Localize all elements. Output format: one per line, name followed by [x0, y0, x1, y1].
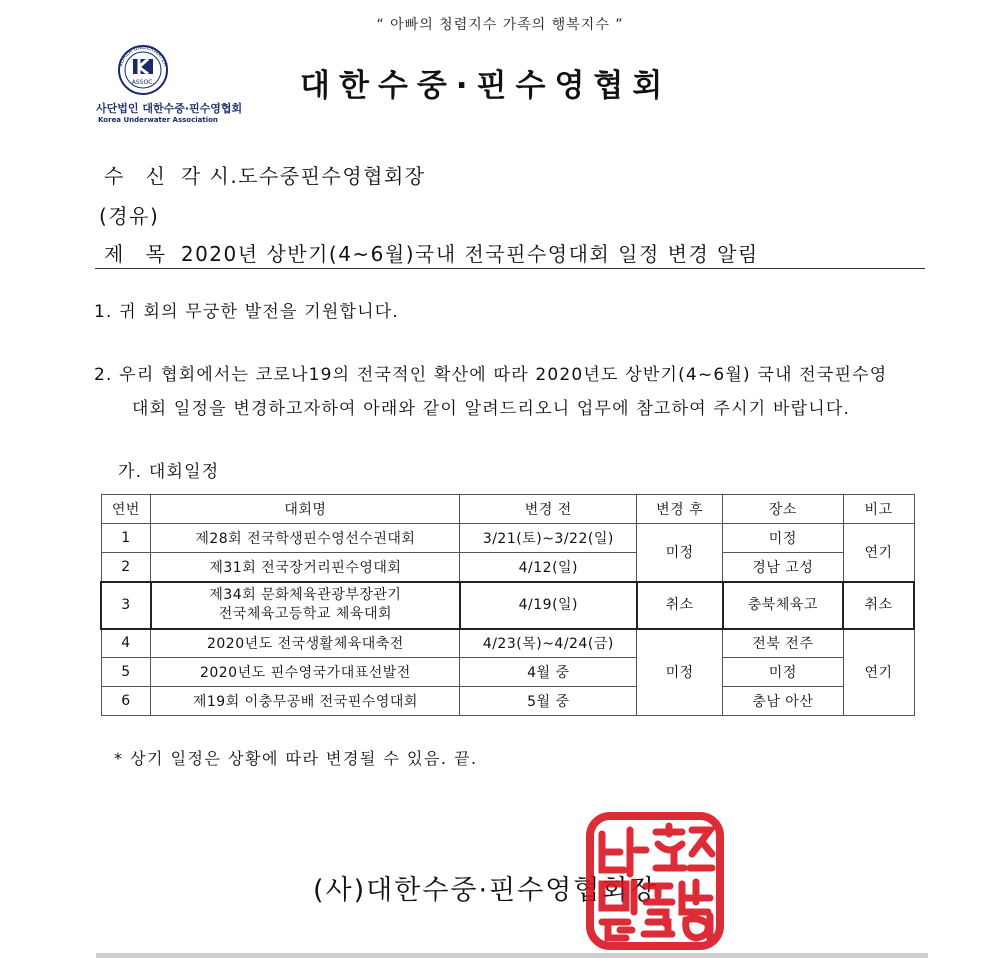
header-cell: 변경 후 — [637, 495, 723, 524]
event-name: 2020년도 전국생활체육대축전 — [151, 629, 460, 658]
date-after: 미정 — [637, 524, 723, 582]
remark: 연기 — [843, 524, 914, 582]
footnote: * 상기 일정은 상황에 따라 변경될 수 있음. 끝. — [114, 749, 478, 768]
header-cell: 대회명 — [151, 495, 460, 524]
slogan: “ 아빠의 청렴지수 가족의 행복지수 ” — [376, 17, 624, 33]
schedule-table — [100, 494, 915, 716]
subject-divider — [95, 268, 925, 269]
section-label: 가. 대회일정 — [118, 462, 220, 482]
date-before: 4/12(일) — [460, 553, 637, 582]
official-seal — [586, 812, 724, 950]
event-name: 제19회 이충무공배 전국핀수영대회 — [151, 687, 460, 716]
venue: 충북체육고 — [723, 582, 844, 629]
venue: 미정 — [723, 524, 844, 553]
remark: 취소 — [843, 582, 914, 629]
event-name-line-1: 제34회 문화체육관광부장관기 — [209, 587, 402, 603]
organization-title: 대한수중·핀수영협회 — [300, 68, 672, 104]
remark: 연기 — [843, 629, 914, 716]
subject-line — [104, 238, 759, 267]
association-logo — [96, 44, 243, 126]
emblem-icon — [112, 44, 174, 100]
date-before: 4월 중 — [460, 658, 637, 687]
seal-stamp-icon — [586, 812, 724, 950]
table-row — [101, 687, 914, 716]
footer-bar — [96, 953, 928, 958]
date-after: 미정 — [637, 629, 723, 716]
venue: 미정 — [723, 658, 844, 687]
logo-assoc-text: ASSOC. — [131, 79, 155, 86]
recipient-line — [104, 160, 426, 189]
event-name: 제31회 전국장거리핀수영대회 — [151, 553, 460, 582]
event-name: 2020년도 핀수영국가대표선발전 — [151, 658, 460, 687]
paragraph-2-line-2: 대회 일정을 변경하고자하여 아래와 같이 알려드리오니 업무에 참고하여 주시기 바랍니다. — [132, 399, 851, 419]
row-number: 1 — [101, 524, 151, 553]
date-before: 3/21(토)~3/22(일) — [460, 524, 637, 553]
recipient-label: 수 신 — [104, 164, 173, 188]
venue: 충남 아산 — [723, 687, 844, 716]
table-row — [101, 524, 914, 553]
paragraph-2-line-1: 2. 우리 협회에서는 코로나19의 전국적인 확산에 따라 2020년도 상반기(4~6월) 국내 전국핀수영 — [94, 365, 888, 385]
subject-label: 제 목 — [104, 242, 173, 266]
venue: 경남 고성 — [723, 553, 844, 582]
row-number: 6 — [101, 687, 151, 716]
date-after: 취소 — [637, 582, 723, 629]
table-row — [101, 629, 914, 658]
table-row — [101, 553, 914, 582]
event-name — [151, 582, 460, 629]
row-number: 3 — [101, 582, 151, 629]
recipient: 각 시.도수중핀수영협회장 — [180, 164, 426, 188]
table-row-highlighted — [101, 582, 914, 629]
date-before: 4/23(목)~4/24(금) — [460, 629, 637, 658]
logo-ring-text: KOREA UNDERWATER — [118, 44, 168, 68]
venue: 전북 전주 — [723, 629, 844, 658]
header-cell: 변경 전 — [460, 495, 637, 524]
table-header-row — [101, 495, 914, 524]
logo-english-name: Korea Underwater Association — [98, 116, 218, 124]
logo-name: 사단법인 대한수중·핀수영협회 — [96, 102, 243, 115]
row-number: 5 — [101, 658, 151, 687]
header-cell: 장소 — [723, 495, 844, 524]
paragraph-1: 1. 귀 회의 무궁한 발전을 기원합니다. — [94, 302, 399, 322]
table-row — [101, 658, 914, 687]
event-name-line-2: 전국체육고등학교 체육대회 — [218, 606, 393, 622]
header-cell: 비고 — [843, 495, 914, 524]
signer-name: (사)대한수중·핀수영협회장 — [313, 875, 658, 906]
event-name: 제28회 전국학생핀수영선수권대회 — [151, 524, 460, 553]
header-cell: 연번 — [101, 495, 151, 524]
subject: 2020년 상반기(4~6월)국내 전국핀수영대회 일정 변경 알림 — [180, 242, 759, 266]
row-number: 4 — [101, 629, 151, 658]
date-before: 4/19(일) — [460, 582, 637, 629]
date-before: 5월 중 — [460, 687, 637, 716]
row-number: 2 — [101, 553, 151, 582]
via-line: (경유) — [99, 204, 160, 228]
